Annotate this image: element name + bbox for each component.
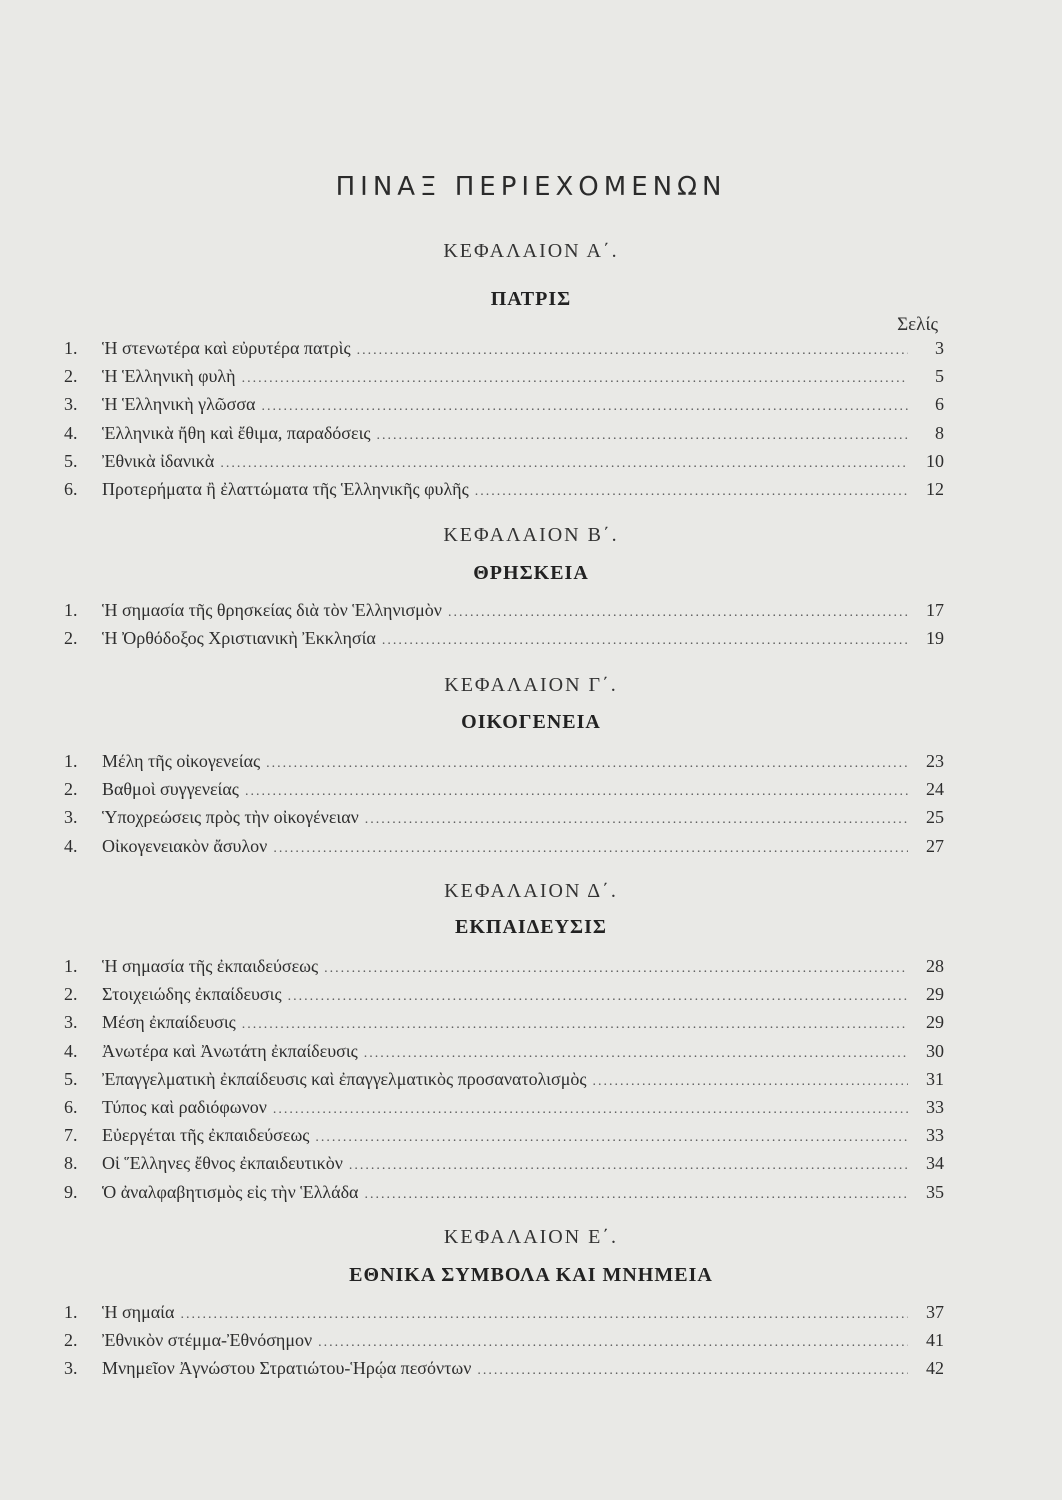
entry-number: 2.: [64, 366, 78, 387]
dot-leader: [220, 456, 908, 472]
dot-leader: [382, 633, 908, 649]
entry-title: Τύπος καὶ ραδιόφωνον: [102, 1096, 267, 1117]
toc-entry: [64, 338, 944, 366]
entry-number: 1.: [64, 600, 78, 620]
toc-entry: [64, 1302, 944, 1330]
dot-leader: [242, 1017, 908, 1033]
dot-leader: [364, 1046, 908, 1062]
entry-page: 31: [926, 1068, 944, 1089]
dot-leader: [180, 1307, 908, 1323]
entry-number: 7.: [64, 1125, 78, 1146]
entry-number: 2.: [64, 984, 78, 1005]
entry-page: 24: [926, 779, 944, 800]
entry-number: 3.: [64, 1358, 78, 1379]
entry-title: Ἡ Ἑλληνικὴ φυλὴ: [102, 366, 236, 387]
toc-entry: [64, 366, 944, 394]
entry-title: Ἡ σημασία τῆς ἐκπαιδεύσεως: [102, 956, 319, 976]
toc-entry: [64, 1182, 944, 1210]
entry-page: 19: [926, 628, 944, 649]
toc-list: [64, 751, 944, 864]
entry-page: 5: [935, 366, 944, 387]
entry-title: Μέλη τῆς οἰκογενείας: [102, 751, 261, 771]
toc-entry: [64, 1041, 944, 1069]
dot-leader: [475, 484, 908, 500]
entry-number: 3.: [64, 394, 78, 415]
dot-leader: [349, 1158, 908, 1174]
chapter-label: ΚΕΦΑΛΑΙΟΝ Α΄.: [443, 240, 619, 262]
toc-entry: [64, 836, 944, 864]
entry-title: Προτερήματα ἢ ἐλαττώματα τῆς Ἑλληνικῆς φυλῆς: [102, 478, 469, 499]
entry-number: 4.: [64, 422, 78, 443]
entry-title: Ἐπαγγελματικὴ ἐκπαίδευσις καὶ ἐπαγγελματικὸς προσανατολισμὸς: [102, 1068, 587, 1089]
entry-page: 34: [926, 1153, 944, 1174]
entry-page: 42: [926, 1358, 944, 1379]
dot-leader: [365, 812, 908, 828]
dot-leader: [365, 1187, 909, 1203]
chapter-label: ΚΕΦΑΛΑΙΟΝ Ε΄.: [443, 1226, 619, 1248]
page-column-label: Σελίς: [897, 314, 938, 335]
entry-page: 25: [926, 807, 944, 828]
entry-title: Ἡ σημαία: [102, 1302, 175, 1322]
dot-leader: [273, 841, 908, 857]
toc-list: [64, 956, 944, 1210]
chapter-heading: ΘΡΗΣΚΕΙΑ: [473, 562, 589, 584]
entry-number: 5.: [64, 1068, 78, 1089]
toc-entry: [64, 807, 944, 835]
entry-page: 29: [926, 984, 944, 1005]
entry-number: 4.: [64, 835, 78, 856]
entry-number: 5.: [64, 450, 78, 471]
dot-leader: [266, 756, 908, 772]
toc-entry: [64, 600, 944, 628]
entry-page: 23: [926, 751, 944, 771]
entry-number: 1.: [64, 1302, 78, 1322]
entry-number: 6.: [64, 1096, 78, 1117]
entry-number: 1.: [64, 956, 78, 976]
dot-leader: [357, 343, 908, 359]
toc-entry: [64, 1358, 944, 1386]
dot-leader: [245, 784, 908, 800]
chapter-heading: ΕΚΠΑΙΔΕΥΣΙΣ: [455, 916, 607, 938]
toc-entry: [64, 628, 944, 656]
entry-number: 4.: [64, 1040, 78, 1061]
entry-title: Στοιχειώδης ἐκπαίδευσις: [102, 984, 282, 1005]
dot-leader: [261, 399, 908, 415]
entry-title: Ἡ Ὀρθόδοξος Χριστιανικὴ Ἐκκλησία: [102, 628, 376, 649]
dot-leader: [288, 989, 908, 1005]
toc-entry: [64, 1125, 944, 1153]
entry-title: Εὐεργέται τῆς ἐκπαιδεύσεως: [102, 1125, 310, 1146]
toc-entry: [64, 956, 944, 984]
entry-page: 41: [926, 1330, 944, 1351]
entry-page: 8: [935, 422, 944, 443]
entry-number: 3.: [64, 1012, 78, 1033]
entry-title: Οἰκογενειακὸν ἄσυλον: [102, 835, 268, 856]
entry-title: Ἀνωτέρα καὶ Ἀνωτάτη ἐκπαίδευσις: [102, 1040, 358, 1061]
dot-leader: [377, 428, 908, 444]
entry-title: Ὑποχρεώσεις πρὸς τὴν οἰκογένειαν: [102, 807, 359, 828]
entry-title: Ἐθνικὸν στέμμα-Ἐθνόσημον: [102, 1330, 313, 1351]
entry-title: Ὁ ἀναλφαβητισμὸς εἰς τὴν Ἑλλάδα: [102, 1181, 359, 1202]
toc-entry: [64, 984, 944, 1012]
toc-list: [64, 600, 944, 656]
toc-entry: [64, 1069, 944, 1097]
toc-entry: [64, 394, 944, 422]
entry-number: 2.: [64, 1330, 78, 1351]
toc-list: [64, 338, 944, 507]
entry-page: 29: [926, 1012, 944, 1033]
entry-title: Ἑλληνικὰ ἤθη καὶ ἔθιμα, παραδόσεις: [102, 422, 371, 443]
entry-title: Οἱ Ἕλληνες ἔθνος ἐκπαιδευτικὸν: [102, 1153, 343, 1174]
dot-leader: [324, 961, 908, 977]
entry-number: 1.: [64, 338, 78, 358]
entry-page: 10: [926, 450, 944, 471]
dot-leader: [273, 1102, 908, 1118]
entry-page: 28: [926, 956, 944, 976]
toc-entry: [64, 779, 944, 807]
entry-title: Ἐθνικὰ ἰδανικὰ: [102, 450, 215, 471]
page-title: ΠΙΝΑΞ ΠΕΡΙΕΧΟΜΕΝΩΝ: [335, 172, 727, 202]
entry-number: 1.: [64, 751, 78, 771]
entry-number: 8.: [64, 1153, 78, 1174]
dot-leader: [318, 1335, 908, 1351]
chapter-label: ΚΕΦΑΛΑΙΟΝ Δ΄.: [444, 880, 618, 902]
entry-page: 33: [926, 1125, 944, 1146]
chapter-heading: ΟΙΚΟΓΕΝΕΙΑ: [461, 711, 601, 733]
entry-title: Βαθμοὶ συγγενείας: [102, 779, 239, 800]
entry-number: 3.: [64, 807, 78, 828]
toc-entry: [64, 1330, 944, 1358]
entry-title: Ἡ στενωτέρα καὶ εὐρυτέρα πατρὶς: [102, 338, 351, 358]
toc-entry: [64, 451, 944, 479]
entry-title: Ἡ Ἑλληνικὴ γλῶσσα: [102, 394, 256, 415]
entry-title: Ἡ σημασία τῆς θρησκείας διὰ τὸν Ἑλληνισμὸν: [102, 600, 442, 620]
chapter-heading: ΕΘΝΙΚΑ ΣΥΜΒΟΛΑ ΚΑΙ ΜΝΗΜΕΙΑ: [349, 1264, 713, 1286]
entry-title: Μέση ἐκπαίδευσις: [102, 1012, 236, 1033]
chapter-heading: ΠΑΤΡΙΣ: [490, 288, 572, 310]
toc-entry: [64, 751, 944, 779]
chapter-label: ΚΕΦΑΛΑΙΟΝ Γ΄.: [444, 674, 618, 696]
toc-entry: [64, 423, 944, 451]
entry-page: 3: [935, 338, 944, 358]
entry-title: Μνημεῖον Ἀγνώστου Στρατιώτου-Ἡρῴα πεσόντων: [102, 1358, 472, 1379]
dot-leader: [477, 1363, 908, 1379]
toc-entry: [64, 479, 944, 507]
entry-number: 9.: [64, 1181, 78, 1202]
toc-entry: [64, 1097, 944, 1125]
entry-number: 2.: [64, 779, 78, 800]
entry-page: 30: [926, 1040, 944, 1061]
entry-page: 37: [926, 1302, 944, 1322]
entry-page: 6: [935, 394, 944, 415]
entry-page: 27: [926, 835, 944, 856]
chapter-label: ΚΕΦΑΛΑΙΟΝ Β΄.: [443, 524, 619, 546]
entry-page: 17: [926, 600, 944, 620]
toc-list: [64, 1302, 944, 1387]
dot-leader: [448, 605, 908, 621]
entry-number: 6.: [64, 478, 78, 499]
entry-number: 2.: [64, 628, 78, 649]
toc-entry: [64, 1153, 944, 1181]
entry-page: 35: [926, 1181, 944, 1202]
entry-page: 12: [926, 478, 944, 499]
dot-leader: [242, 371, 908, 387]
dot-leader: [315, 1130, 908, 1146]
dot-leader: [592, 1074, 908, 1090]
toc-entry: [64, 1012, 944, 1040]
entry-page: 33: [926, 1096, 944, 1117]
